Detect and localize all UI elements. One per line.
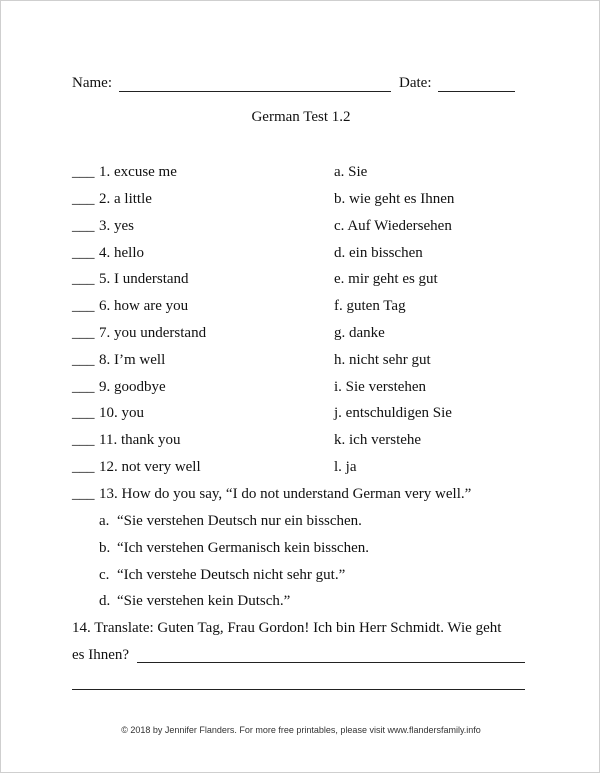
german-term: b. wie geht es Ihnen [334,191,455,207]
option-text: “Sie verstehen Deutsch nur ein bisschen. [117,513,362,529]
german-term: j. entschuldigen Sie [334,405,452,421]
english-term: 1. excuse me [99,164,177,180]
option-letter: c. [99,567,110,583]
answer-blank: ___ [72,191,95,207]
english-term: 8. I’m well [99,352,166,368]
option-letter: d. [99,593,111,609]
english-term: 7. you understand [99,325,207,341]
english-term: 12. not very well [99,459,201,475]
option-text: “Ich verstehen Germanisch kein bisschen. [117,540,369,556]
option-text: “Sie verstehen kein Dutsch.” [117,593,291,609]
answer-line [72,689,525,690]
german-term: i. Sie verstehen [334,379,427,395]
option-letter: a. [99,513,110,529]
question-14-prompt-continued: es Ihnen? [72,647,130,663]
english-term: 5. I understand [99,271,189,287]
english-term: 11. thank you [99,432,181,448]
answer-blank: ___ [72,298,95,314]
page-title: German Test 1.2 [251,109,351,125]
english-term: 9. goodbye [99,379,166,395]
date-label: Date: [399,75,432,91]
german-term: k. ich verstehe [334,432,422,448]
english-term: 10. you [99,405,144,421]
answer-blank: ___ [72,218,95,234]
question-14-prompt: 14. Translate: Guten Tag, Frau Gordon! Ich bin Herr Schmidt. Wie geht [72,620,502,636]
english-term: 6. how are you [99,298,189,314]
english-term: 4. hello [99,245,144,261]
german-term: l. ja [334,459,357,475]
german-term: e. mir geht es gut [334,271,438,287]
date-line [438,91,515,92]
answer-blank: ___ [72,405,95,421]
answer-blank: ___ [72,352,95,368]
answer-blank: ___ [72,459,95,475]
english-term: 2. a little [99,191,152,207]
german-term: a. Sie [334,164,368,180]
answer-blank: ___ [72,164,95,180]
german-term: h. nicht sehr gut [334,352,431,368]
answer-blank: ___ [72,379,95,395]
german-term: f. guten Tag [334,298,406,314]
answer-blank: ___ [72,271,95,287]
german-term: c. Auf Wiedersehen [334,218,452,234]
question-13-prompt: 13. How do you say, “I do not understand German very well.” [99,486,472,502]
english-term: 3. yes [99,218,134,234]
option-text: “Ich verstehe Deutsch nicht sehr gut.” [117,567,346,583]
name-label: Name: [72,75,112,91]
answer-line [137,662,525,663]
name-line [119,91,391,92]
answer-blank: ___ [72,432,95,448]
german-term: d. ein bisschen [334,245,423,261]
answer-blank: ___ [72,486,95,502]
answer-blank: ___ [72,245,95,261]
german-term: g. danke [334,325,385,341]
option-letter: b. [99,540,111,556]
footer-credit: © 2018 by Jennifer Flanders. For more free printables, please visit www.flandersfamily.info [121,725,481,735]
answer-blank: ___ [72,325,95,341]
